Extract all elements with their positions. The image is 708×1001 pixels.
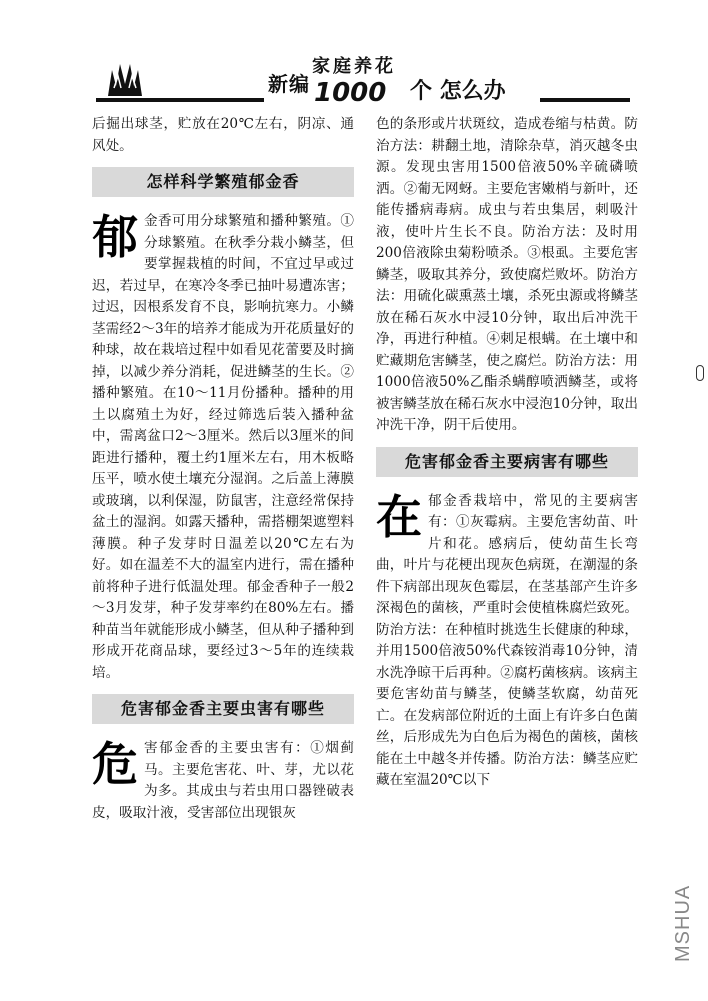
diseases-paragraph — [376, 491, 638, 792]
propagation-text: 金香可用分球繁殖和播种繁殖。①分球繁殖。在秋季分栽小鳞茎，但要掌握栽植的时间，不宜过早或过迟，若过早，在寒冷冬季已抽叶易遭冻害；过迟，因根系发育不良，影响抗寒力。小鳞茎需经2～3年的培养才能成为开花质量好的种球，故在栽培过程中如看见花蕾要及时摘掉，以减少养分消耗，促进鳞茎的生长。②播种繁殖。在10～11月份播种。播种的用土以腐殖土为好，经过筛选后装入播种盆中，需离盆口2～3厘米。然后以3厘米的间距进行播种，覆土约1厘米左右，用木板略压平，喷水使土壤充分湿润。之后盖上薄膜或玻璃，以利保湿，防鼠害，注意经常保持盆土的湿润。如露天播种，需搭棚架遮塑料薄膜。种子发芽时日温差以20℃左右为好。如在温差不大的温室内进行，需在播种前将种子进行低温处理。郁金香种子一般2～3月发芽，种子发芽率约在80%左右。播种苗当年就能形成小鳞茎，但从种子播种到形成开花商品球，要经过3～5年的连续栽培。 — [92, 213, 354, 681]
section-title-pests: 危害郁金香主要虫害有哪些 — [92, 694, 354, 724]
drop-cap-zai: 在 — [376, 489, 422, 544]
watermark: MSHUA — [672, 884, 694, 962]
binding-hole-mark — [696, 365, 704, 381]
flower-logo-icon — [106, 58, 144, 98]
header-rule-left — [96, 98, 264, 102]
section-title-diseases: 危害郁金香主要病害有哪些 — [376, 447, 638, 477]
left-column — [92, 114, 354, 824]
header-title-suffix: 个 怎么办 — [410, 78, 506, 104]
header-title-top: 家庭养花 — [312, 56, 396, 77]
pests-text: 害郁金香的主要虫害有：①烟蓟马。主要危害花、叶、芽，尤以花为多。其成虫与若虫用口器锉破表皮，吸取汁液，受害部位出现银灰 — [92, 740, 354, 821]
header-title-number: 1000 — [314, 78, 387, 108]
pests-continued-paragraph: 色的条形或片状斑纹，造成卷缩与枯黄。防治方法：耕翻土地，清除杂草，消灭越冬虫源。发现虫害用1500倍液50%辛硫磷喷洒。②葡无网蚜。主要危害嫩梢与新叶，还能传播病毒病。成虫与若虫集居，刺吸汁液，使叶片生长不良。防治方法：及时用200倍液除虫菊粉喷杀。③根虱。主要危害鳞茎，吸取其养分，致使腐烂败坏。防治方法：用硫化碳熏蒸土壤，杀死虫源或将鳞茎放在稀石灰水中浸10分钟，取出后冲洗干净，再进行种植。④刺足根螨。在土壤中和贮藏期危害鳞茎，使之腐烂。防治方法：用1000倍液50%乙酯杀螨醇喷洒鳞茎，或将被害鳞茎放在稀石灰水中浸泡10分钟，取出冲洗干净，阴干后使用。 — [376, 116, 638, 433]
page-header — [92, 58, 632, 120]
drop-cap-wei: 危 — [92, 737, 138, 791]
right-column — [376, 114, 638, 792]
intro-paragraph: 后掘出球茎，贮放在20℃左右，阴凉、通风处。 — [92, 116, 354, 154]
pests-paragraph — [92, 738, 354, 824]
drop-cap-yu: 郁 — [92, 210, 138, 264]
diseases-text: 郁金香栽培中，常见的主要病害有：①灰霉病。主要危害幼苗、叶片和花。感病后，使幼苗生长弯曲，叶片与花梗出现灰色病斑，在潮湿的条件下病部出现灰色霉层，在茎基部产生许多深褐色的菌核，严重时会使植株腐烂致死。防治方法：在种植时挑选生长健康的种球，并用1500倍液50%代森铵消毒10分钟，清水洗净晾干后再种。②腐朽菌核病。该病主要危害幼苗与鳞茎，使鳞茎软腐，幼苗死亡。在发病部位附近的土面上有许多白色菌丝，后形成先为白色后为褐色的菌核，菌核能在土中越冬并传播。防治方法：鳞茎应贮藏在室温20℃以下 — [376, 492, 638, 788]
header-rule-right — [540, 98, 630, 102]
propagation-paragraph — [92, 211, 354, 684]
header-title-prefix: 新编 — [268, 72, 310, 96]
section-title-propagation: 怎样科学繁殖郁金香 — [92, 167, 354, 197]
